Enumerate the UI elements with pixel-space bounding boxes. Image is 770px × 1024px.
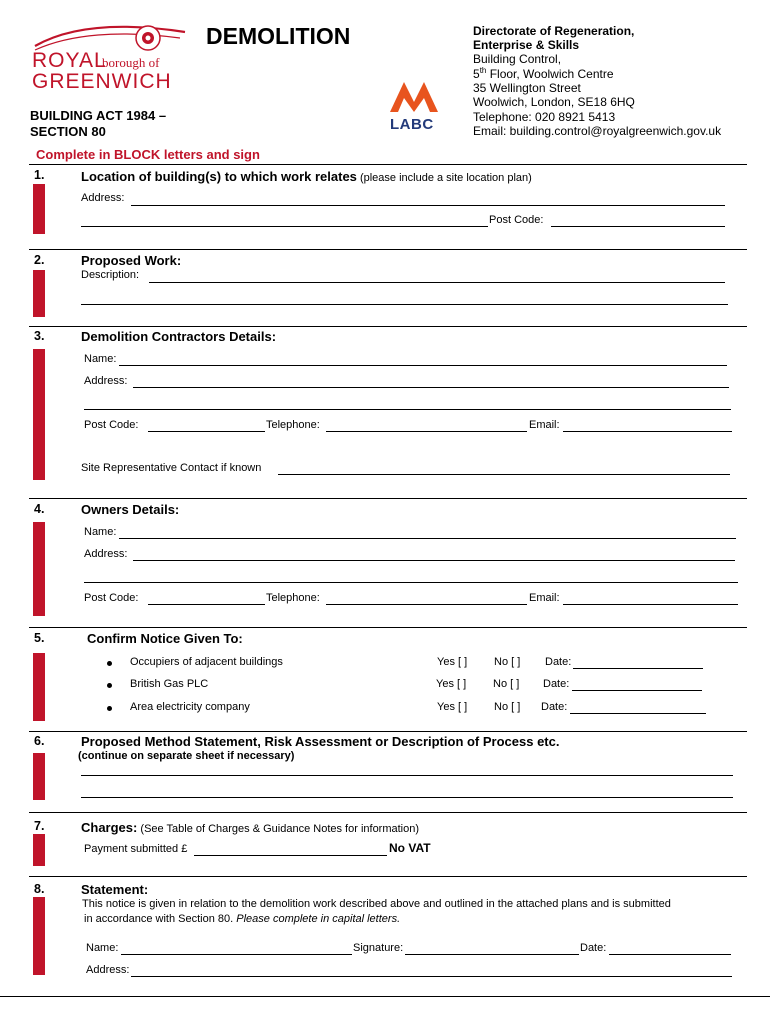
s8-date-label: Date: bbox=[580, 942, 607, 954]
s8-address-label: Address: bbox=[86, 964, 130, 976]
s4-name-label: Name: bbox=[84, 526, 117, 538]
s8-signature-field[interactable] bbox=[405, 954, 579, 955]
s3-site-rep-field[interactable] bbox=[278, 474, 730, 475]
address-line2: 5th Floor, Woolwich Centre bbox=[473, 66, 614, 81]
section-8-heading: Statement: bbox=[81, 882, 149, 897]
address-line4: Woolwich, London, SE18 6HQ bbox=[473, 95, 635, 109]
yes-checkbox[interactable]: Yes [ ] bbox=[436, 678, 467, 690]
s3-address-field[interactable] bbox=[133, 387, 729, 388]
s8-address-field[interactable] bbox=[131, 976, 732, 977]
s4-email-field[interactable] bbox=[563, 604, 738, 605]
no-checkbox[interactable]: No [ ] bbox=[493, 678, 520, 690]
divider bbox=[29, 249, 747, 250]
s8-statement-text-2: in accordance with Section 80. Please complete in capital letters. bbox=[84, 913, 401, 925]
logo-greenwich: GREENWICH bbox=[32, 70, 172, 93]
section-2-heading: Proposed Work: bbox=[81, 253, 182, 268]
section-marker bbox=[33, 522, 45, 616]
s3-email-field[interactable] bbox=[563, 431, 732, 432]
divider bbox=[29, 731, 747, 732]
s7-payment-field[interactable] bbox=[194, 855, 387, 856]
section-3-number: 3. bbox=[34, 329, 45, 343]
yes-checkbox[interactable]: Yes [ ] bbox=[437, 701, 468, 713]
date-field[interactable] bbox=[570, 713, 706, 714]
section-8-number: 8. bbox=[34, 882, 45, 896]
act-line1: BUILDING ACT 1984 – bbox=[30, 108, 167, 123]
section-marker bbox=[33, 270, 45, 317]
yes-checkbox[interactable]: Yes [ ] bbox=[437, 656, 468, 668]
date-label: Date: bbox=[545, 656, 572, 668]
s8-statement-text-1: This notice is given in relation to the demolition work described above and outlined in the attached plans and is submitted bbox=[82, 898, 671, 910]
logo-royal: ROYAL bbox=[32, 49, 107, 72]
address-line1: Building Control, bbox=[473, 52, 562, 66]
s1-address-label: Address: bbox=[81, 192, 125, 204]
labc-mark-icon bbox=[388, 80, 440, 114]
section-6-number: 6. bbox=[34, 734, 45, 748]
s1-postcode-label: Post Code: bbox=[489, 214, 544, 226]
block-letters-instruction: Complete in BLOCK letters and sign bbox=[36, 147, 260, 162]
s2-description-field-2[interactable] bbox=[81, 304, 728, 305]
date-label: Date: bbox=[543, 678, 570, 690]
s3-name-field[interactable] bbox=[119, 365, 727, 366]
s8-name-label: Name: bbox=[86, 942, 119, 954]
s4-telephone-label: Telephone: bbox=[266, 592, 320, 604]
logo-borough-of: borough of bbox=[102, 55, 160, 70]
s3-telephone-label: Telephone: bbox=[266, 419, 320, 431]
s4-address-label: Address: bbox=[84, 548, 128, 560]
directorate-line: Directorate of Regeneration, bbox=[473, 24, 635, 38]
act-line2: SECTION 80 bbox=[30, 124, 106, 139]
section-6-heading: Proposed Method Statement, Risk Assessment or Description of Process etc. bbox=[81, 734, 560, 749]
s3-postcode-field[interactable] bbox=[148, 431, 265, 432]
s3-address-label: Address: bbox=[84, 375, 128, 387]
s4-telephone-field[interactable] bbox=[326, 604, 527, 605]
section-marker bbox=[33, 753, 45, 800]
section-1-number: 1. bbox=[34, 168, 45, 182]
s2-description-field[interactable] bbox=[149, 282, 725, 283]
email-line: Email: building.control@royalgreenwich.gov.uk bbox=[473, 124, 722, 138]
divider bbox=[29, 812, 747, 813]
divider bbox=[0, 996, 770, 997]
telephone-line: Telephone: 020 8921 5413 bbox=[473, 110, 616, 124]
s3-postcode-label: Post Code: bbox=[84, 419, 139, 431]
s8-name-field[interactable] bbox=[121, 954, 352, 955]
s4-name-field[interactable] bbox=[119, 538, 736, 539]
s2-description-label: Description: bbox=[81, 269, 140, 281]
bullet-icon bbox=[107, 661, 112, 666]
date-field[interactable] bbox=[573, 668, 703, 669]
s7-payment-label: Payment submitted £ bbox=[84, 843, 188, 855]
s1-address-field[interactable] bbox=[131, 205, 725, 206]
section-4-number: 4. bbox=[34, 502, 45, 516]
section-marker bbox=[33, 897, 45, 975]
section-5-heading: Confirm Notice Given To: bbox=[87, 631, 243, 646]
divider bbox=[29, 326, 747, 327]
s8-signature-label: Signature: bbox=[353, 942, 404, 954]
s3-name-label: Name: bbox=[84, 353, 117, 365]
section-marker bbox=[33, 184, 45, 234]
s3-address-field-2[interactable] bbox=[84, 409, 731, 410]
s6-method-field[interactable] bbox=[81, 775, 733, 776]
divider bbox=[29, 498, 747, 499]
section-1-heading: Location of building(s) to which work relates (please include a site location plan) bbox=[81, 169, 532, 184]
section-marker bbox=[33, 349, 45, 480]
s6-note: (continue on separate sheet if necessary) bbox=[78, 750, 295, 762]
divider bbox=[29, 876, 747, 877]
labc-text: LABC bbox=[390, 116, 434, 133]
notice-label: British Gas PLC bbox=[130, 678, 209, 690]
s4-address-field-2[interactable] bbox=[84, 582, 738, 583]
s3-site-rep-label: Site Representative Contact if known bbox=[81, 462, 262, 474]
divider bbox=[29, 627, 747, 628]
date-label: Date: bbox=[541, 701, 568, 713]
directorate-line2: Enterprise & Skills bbox=[473, 38, 580, 52]
s4-address-field[interactable] bbox=[133, 560, 735, 561]
address-line3: 35 Wellington Street bbox=[473, 81, 581, 95]
section-7-heading: Charges: (See Table of Charges & Guidance Notes for information) bbox=[81, 820, 420, 835]
no-checkbox[interactable]: No [ ] bbox=[494, 656, 521, 668]
date-field[interactable] bbox=[572, 690, 702, 691]
s4-postcode-label: Post Code: bbox=[84, 592, 139, 604]
notice-label: Area electricity company bbox=[130, 701, 250, 713]
s3-email-label: Email: bbox=[529, 419, 560, 431]
bullet-icon bbox=[107, 683, 112, 688]
section-3-heading: Demolition Contractors Details: bbox=[81, 329, 277, 344]
s1-address-field-2[interactable] bbox=[81, 226, 488, 227]
s4-email-label: Email: bbox=[529, 592, 560, 604]
s1-postcode-field[interactable] bbox=[551, 226, 725, 227]
s3-telephone-field[interactable] bbox=[326, 431, 527, 432]
s8-date-field[interactable] bbox=[609, 954, 731, 955]
divider bbox=[29, 164, 747, 165]
bullet-icon bbox=[107, 706, 112, 711]
s4-postcode-field[interactable] bbox=[148, 604, 265, 605]
notice-label: Occupiers of adjacent buildings bbox=[130, 656, 283, 668]
section-5-number: 5. bbox=[34, 631, 45, 645]
section-marker bbox=[33, 834, 45, 866]
s6-method-field-2[interactable] bbox=[81, 797, 733, 798]
page-title: DEMOLITION bbox=[206, 23, 351, 49]
section-2-number: 2. bbox=[34, 253, 45, 267]
section-4-heading: Owners Details: bbox=[81, 502, 180, 517]
section-7-number: 7. bbox=[34, 819, 45, 833]
no-checkbox[interactable]: No [ ] bbox=[494, 701, 521, 713]
s7-no-vat: No VAT bbox=[389, 841, 431, 855]
section-marker bbox=[33, 653, 45, 721]
